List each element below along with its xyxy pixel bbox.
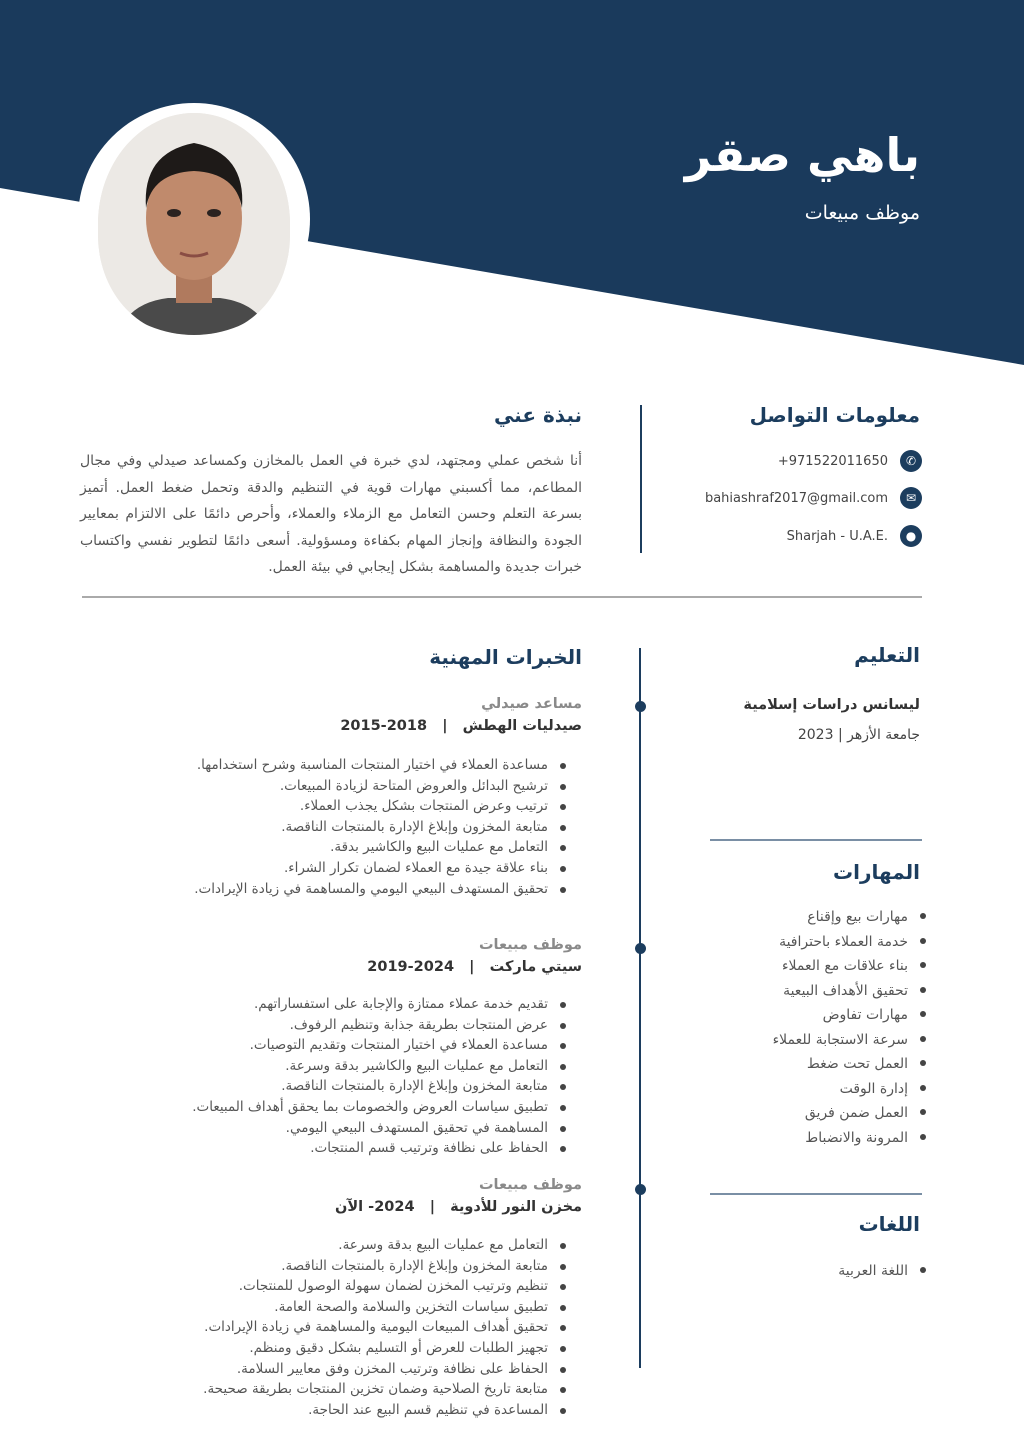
separator: |	[414, 1199, 451, 1215]
company-name: صيدليات الهطش	[462, 718, 582, 734]
list-item: العمل ضمن فريق	[773, 1101, 928, 1126]
list-item: مساعدة العملاء في اختيار المنتجات المناسبة وشرح استخدامها.	[194, 755, 568, 776]
list-item: تحقيق أهداف المبيعات اليومية والمساهمة في زيادة الإيرادات.	[203, 1317, 568, 1338]
company-name: سيتي ماركت	[489, 959, 582, 975]
list-item: تنظيم وترتيب المخزن لضمان سهولة الوصول للمنتجات.	[203, 1276, 568, 1297]
list-item: تطبيق سياسات العروض والخصومات بما يحقق أهداف المبيعات.	[192, 1097, 568, 1118]
job-company-period	[335, 1199, 582, 1215]
timeline-dot	[635, 701, 646, 712]
job-header	[335, 1177, 582, 1215]
list-item: المساعدة في تنظيم قسم البيع عند الحاجة.	[203, 1400, 568, 1421]
list-item: ترشيح البدائل والعروض المتاحة لزيادة المبيعات.	[194, 776, 568, 797]
list-item: متابعة المخزون وإبلاغ الإدارة بالمنتجات الناقصة.	[194, 817, 568, 838]
list-item: الحفاظ على نظافة وترتيب قسم المنتجات.	[192, 1138, 568, 1159]
location-pin-icon: ●	[900, 525, 922, 547]
list-item: العمل تحت ضغط	[773, 1052, 928, 1077]
about-text: أنا شخص عملي ومجتهد، لدي خبرة في العمل بالمخازن وكمساعد صيدلي وفي مجال المطاعم، مما أكسبني مهارات قوية في التنظيم والدقة وتحمل ضغط العمل. أتميز بسرعة التعلم وحسن التعامل مع الزملاء والعملاء، وأحرص دائمًا على الالتزام بمعايير الجودة والنظافة وإنجاز المهام بكفاءة ومسؤولية. أسعى دائمًا لتطوير نفسي واكتساب خبرات جديدة والمساهمة بشكل إيجابي في بيئة العمل.	[80, 453, 582, 575]
list-item: تحقيق الأهداف البيعية	[773, 979, 928, 1004]
section-divider	[82, 596, 922, 598]
timeline-dot	[635, 943, 646, 954]
job-header	[340, 696, 582, 734]
skills-title: المهارات	[833, 860, 920, 884]
list-item: سرعة الاستجابة للعملاء	[773, 1028, 928, 1053]
person-role: موظف مبيعات	[804, 202, 920, 224]
list-item: متابعة المخزون وإبلاغ الإدارة بالمنتجات الناقصة.	[203, 1256, 568, 1277]
separator: |	[454, 959, 490, 975]
languages-title: اللغات	[858, 1212, 920, 1236]
vertical-divider	[640, 405, 642, 553]
list-item: مهارات بيع وإقناع	[773, 905, 928, 930]
list-item: ترتيب وعرض المنتجات بشكل يجذب العملاء.	[194, 796, 568, 817]
education-degree: ليسانس دراسات إسلامية	[743, 697, 920, 713]
job-title: مساعد صيدلي	[481, 696, 582, 712]
contact-email[interactable]	[705, 487, 922, 509]
list-item: مساعدة العملاء في اختيار المنتجات وتقديم التوصيات.	[192, 1035, 568, 1056]
education-institution: جامعة الأزهر | 2023	[797, 727, 920, 743]
experience-title: الخبرات المهنية	[429, 645, 582, 669]
list-item: تحقيق المستهدف البيعي اليومي والمساهمة في زيادة الإيرادات.	[194, 879, 568, 900]
timeline-line	[639, 648, 641, 1368]
mail-icon: ✉	[900, 487, 922, 509]
list-item: اللغة العربية	[838, 1259, 928, 1284]
contact-title: معلومات التواصل	[749, 403, 920, 427]
job-title: موظف مبيعات	[478, 937, 582, 953]
list-item: تجهيز الطلبات للعرض أو التسليم بشكل دقيق ومنظم.	[203, 1338, 568, 1359]
timeline-dot	[635, 1184, 646, 1195]
job-title: موظف مبيعات	[478, 1177, 582, 1193]
list-item: بناء علاقة جيدة مع العملاء لضمان تكرار الشراء.	[194, 858, 568, 879]
location-text: Sharjah - U.A.E.	[786, 528, 888, 544]
job-duties-list	[203, 1235, 568, 1420]
job-company-period	[367, 959, 582, 975]
languages-list	[838, 1259, 928, 1284]
list-item: التعامل مع عمليات البيع والكاشير بدقة.	[194, 837, 568, 858]
job-period: 2024- الآن	[334, 1199, 415, 1215]
divider	[710, 1193, 922, 1195]
separator: |	[427, 718, 463, 734]
list-item: تطبيق سياسات التخزين والسلامة والصحة العامة.	[203, 1297, 568, 1318]
list-item: المرونة والانضباط	[773, 1126, 928, 1151]
list-item: تقديم خدمة عملاء ممتازة والإجابة على استفساراتهم.	[192, 994, 568, 1015]
list-item: مهارات تفاوض	[773, 1003, 928, 1028]
list-item: الحفاظ على نظافة وترتيب المخزن وفق معايير السلامة.	[203, 1359, 568, 1380]
contact-location	[787, 525, 922, 547]
company-name: مخزن النور للأدوية	[450, 1199, 582, 1215]
person-name: باهي صقر	[684, 128, 920, 182]
job-period: 2018-2015	[340, 718, 428, 734]
list-item: إدارة الوقت	[773, 1077, 928, 1102]
skills-list	[773, 905, 928, 1150]
list-item: عرض المنتجات بطريقة جذابة وتنظيم الرفوف.	[192, 1015, 568, 1036]
list-item: خدمة العملاء باحترافية	[773, 930, 928, 955]
profile-photo	[78, 103, 310, 335]
job-company-period	[340, 718, 582, 734]
job-duties-list	[192, 994, 568, 1159]
list-item: التعامل مع عمليات البيع والكاشير بدقة وسرعة.	[192, 1056, 568, 1077]
job-header	[367, 937, 582, 975]
education-title: التعليم	[854, 643, 920, 667]
job-duties-list	[194, 755, 568, 899]
list-item: متابعة تاريخ الصلاحية وضمان تخزين المنتجات بطريقة صحيحة.	[203, 1379, 568, 1400]
phone-text: +971522011650	[777, 453, 888, 469]
list-item: التعامل مع عمليات البيع بدقة وسرعة.	[203, 1235, 568, 1256]
avatar	[98, 113, 290, 335]
phone-icon: ✆	[900, 450, 922, 472]
contact-phone[interactable]	[778, 450, 922, 472]
email-text: bahiashraf2017@gmail.com	[704, 490, 888, 506]
list-item: بناء علاقات مع العملاء	[773, 954, 928, 979]
divider	[710, 839, 922, 841]
list-item: المساهمة في تحقيق المستهدف البيعي اليومي.	[192, 1118, 568, 1139]
about-title: نبذة عني	[493, 403, 582, 427]
job-period: 2024-2019	[367, 959, 455, 975]
list-item: متابعة المخزون وإبلاغ الإدارة بالمنتجات الناقصة.	[192, 1076, 568, 1097]
